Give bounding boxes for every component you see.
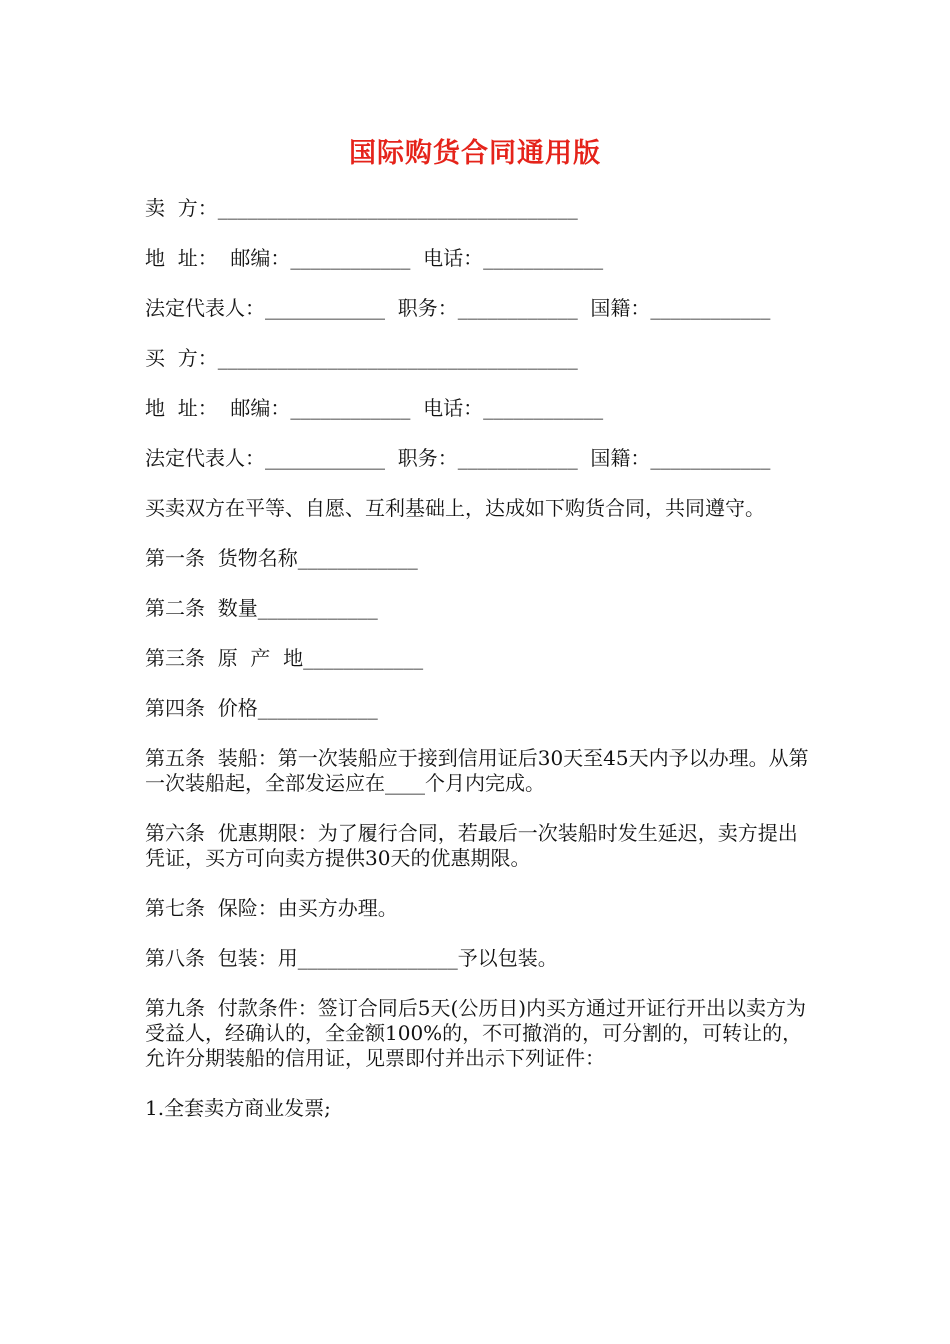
article-1: 第一条 货物名称____________ <box>145 546 418 570</box>
buyer-line: 买 方：____________________________________ <box>145 346 578 370</box>
article-9: 第九条 付款条件：签订合同后5天(公历日)内买方通过开证行开出以卖方为受益人，经确认的，全金额100%的，不可撤消的，可分割的，可转让的，允许分期装船的信用证，见票即付并出示下列证件： <box>145 996 807 1070</box>
buyer-address-line: 地 址： 邮编：____________ 电话：____________ <box>145 396 604 420</box>
article-5: 第五条 装船：第一次装船应于接到信用证后30天至45天内予以办理。从第一次装船起，全部发运应在____个月内完成。 <box>145 746 809 795</box>
buyer-representative-line: 法定代表人：____________ 职务：____________ 国籍：____________ <box>145 446 771 470</box>
seller-address-line: 地 址： 邮编：____________ 电话：____________ <box>145 246 604 270</box>
article-7: 第七条 保险：由买方办理。 <box>145 896 398 920</box>
seller-representative-line: 法定代表人：____________ 职务：____________ 国籍：____________ <box>145 296 771 320</box>
document-body <box>145 196 810 1146</box>
article-8: 第八条 包装：用________________予以包装。 <box>145 946 558 970</box>
article-3: 第三条 原 产 地____________ <box>145 646 424 670</box>
article-6: 第六条 优惠期限：为了履行合同，若最后一次装船时发生延迟，卖方提出凭证，买方可向卖方提供30天的优惠期限。 <box>145 821 798 870</box>
document-title: 国际购货合同通用版 <box>349 138 601 169</box>
preamble-paragraph: 买卖双方在平等、自愿、互利基础上，达成如下购货合同，共同遵守。 <box>145 496 765 520</box>
article-2: 第二条 数量____________ <box>145 596 378 620</box>
list-item-1: 1.全套卖方商业发票; <box>145 1096 331 1120</box>
seller-line: 卖 方：____________________________________ <box>145 196 578 220</box>
article-4: 第四条 价格____________ <box>145 696 378 720</box>
